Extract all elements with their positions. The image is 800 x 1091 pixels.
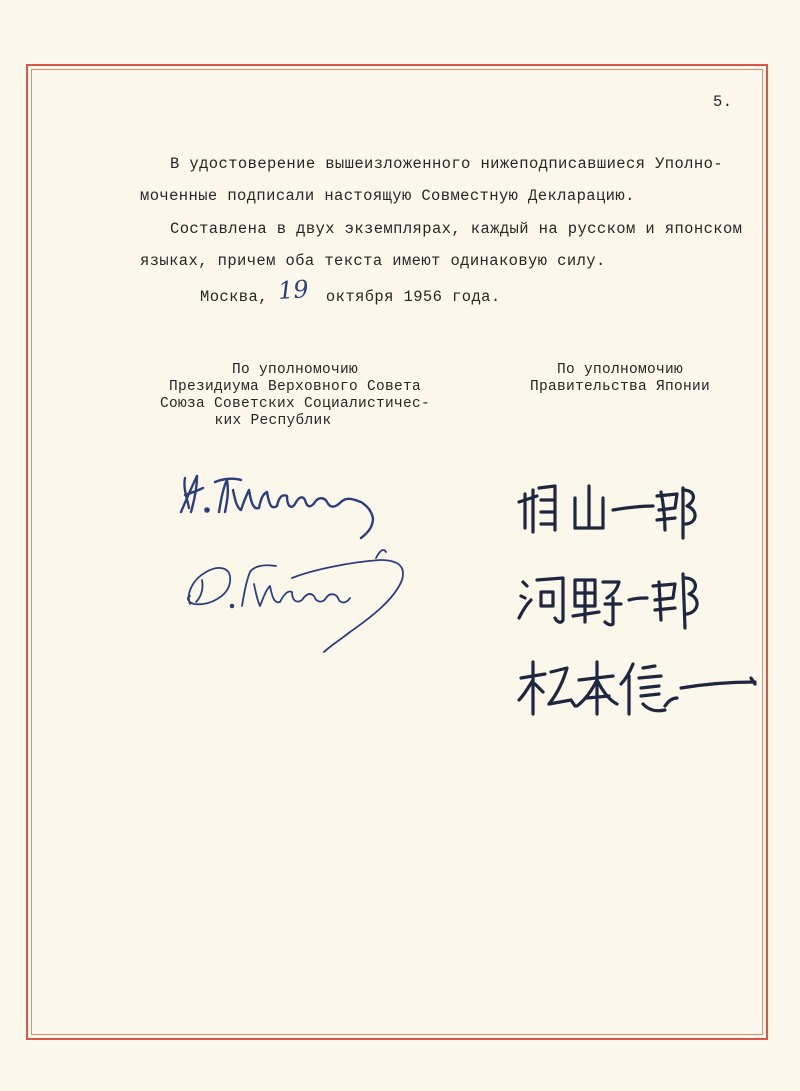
paragraph-2-line-1: Составлена в двух экземплярах, каждый на русском и японском (170, 220, 743, 238)
date-suffix: октября 1956 года. (325, 288, 501, 306)
japan-signatory-heading (510, 362, 730, 396)
japan-heading-line: По уполномочию (556, 362, 684, 378)
place-prefix: Москва, (200, 288, 268, 306)
ussr-heading-line: ких Республик (214, 413, 332, 429)
ussr-heading-line: Президиума Верховного Совета (168, 379, 422, 395)
place-and-date (200, 288, 501, 306)
signature-kono (515, 560, 705, 640)
paragraph-1-line-2: моченные подписали настоящую Совместную Декларацию. (140, 187, 635, 205)
japan-heading-line: Правительства Японии (529, 379, 711, 395)
ussr-heading-line: По уполномочию (231, 362, 359, 378)
paragraph-2-line-2: языках, причем оба текста имеют одинаковую силу. (140, 252, 606, 270)
ussr-signatory-heading (140, 362, 450, 430)
paragraph-1-line-1: В удостоверение вышеизложенного нижеподписавшиеся Уполно- (170, 155, 723, 173)
signature-hatoyama (515, 472, 705, 552)
page-number: 5. (713, 93, 733, 111)
signature-shepilov (180, 540, 420, 660)
handwritten-day: 19 (277, 274, 310, 306)
ussr-heading-line: Союза Советских Социалистичес- (159, 396, 431, 412)
signature-bulganin (175, 468, 385, 548)
signature-matsumoto (515, 648, 765, 728)
